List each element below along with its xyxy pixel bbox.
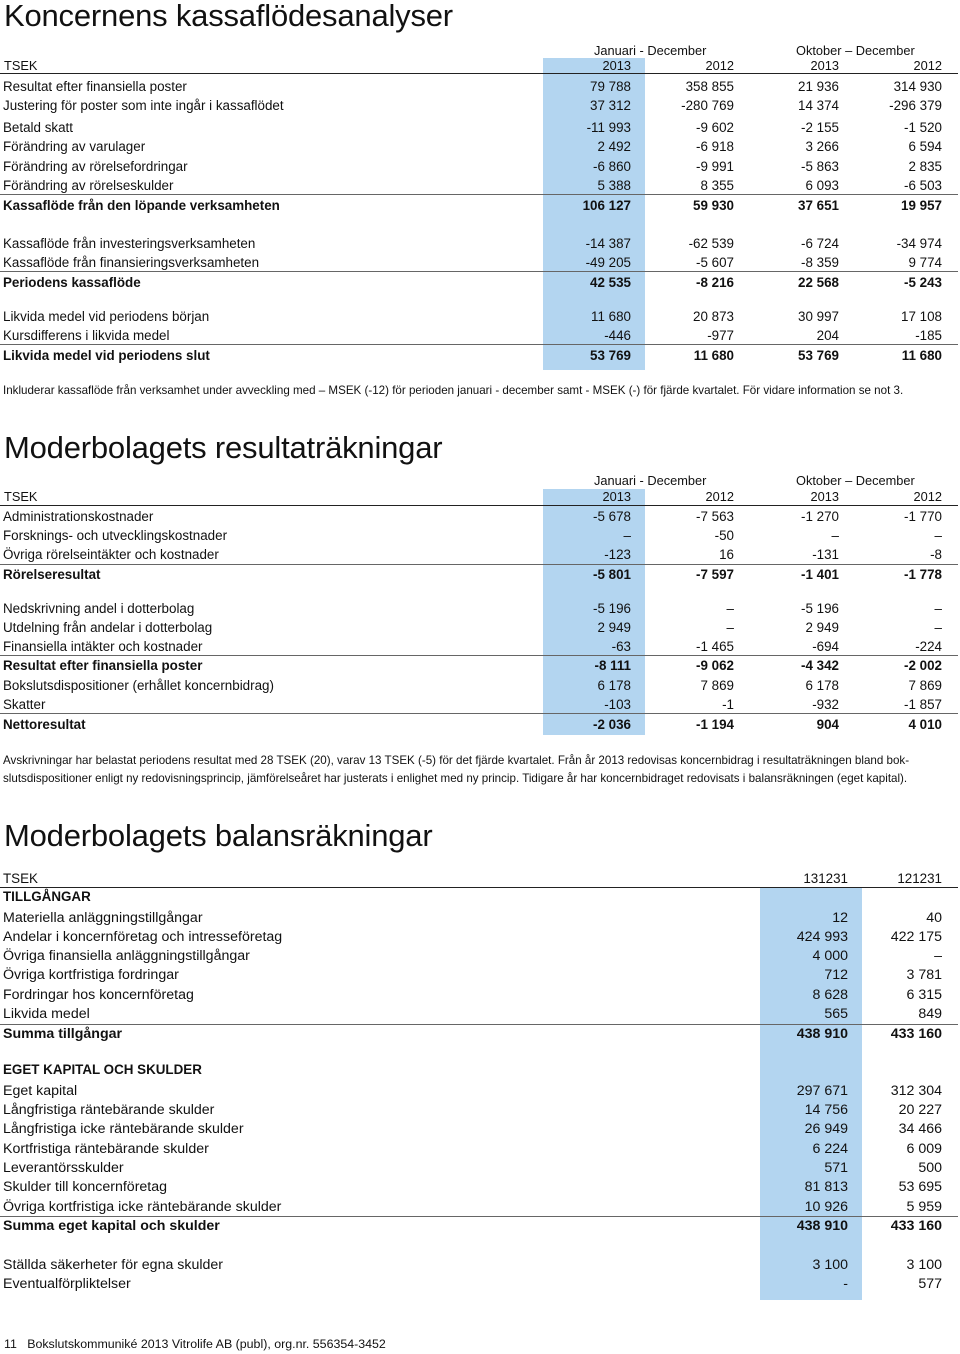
row-value: -1 770 <box>904 509 942 524</box>
table-row <box>0 77 960 96</box>
row-label: Rörelseresultat <box>3 567 101 582</box>
row-value: -34 974 <box>896 236 942 251</box>
table-row <box>0 1275 960 1294</box>
row-value: 904 <box>816 717 839 732</box>
row-label: Fordringar hos koncernföretag <box>3 987 194 1003</box>
income-year: 2012 <box>705 489 734 504</box>
row-label: Förändring av varulager <box>3 139 146 154</box>
table-row <box>0 909 960 928</box>
table-row <box>0 526 960 545</box>
row-label: Kortfristiga räntebärande skulder <box>3 1141 209 1157</box>
table-row <box>0 1025 960 1044</box>
row-value: 565 <box>824 1006 848 1022</box>
row-value: -131 <box>812 547 839 562</box>
balance-col-date: 131231 <box>803 871 848 886</box>
table-row <box>0 676 960 695</box>
row-value: – <box>623 528 631 543</box>
row-value: – <box>934 948 942 964</box>
balance-unit: TSEK <box>3 871 38 886</box>
balance-title: Moderbolagets balansräkningar <box>4 818 433 853</box>
row-value: -63 <box>611 639 631 654</box>
table-row <box>0 1178 960 1197</box>
row-value: 4 010 <box>908 717 942 732</box>
row-label: Eget kapital <box>3 1083 78 1099</box>
row-label: Kassaflöde från finansieringsverksamheten <box>3 255 260 270</box>
row-value: -8 359 <box>801 255 839 270</box>
table-row <box>0 986 960 1005</box>
row-value: -5 243 <box>904 275 942 290</box>
table-row <box>0 137 960 156</box>
table-row <box>0 1082 960 1101</box>
table-row <box>0 1217 960 1236</box>
row-value: -6 724 <box>801 236 839 251</box>
table-row <box>0 618 960 637</box>
row-value: 37 312 <box>590 98 631 113</box>
row-value: -11 993 <box>586 120 631 135</box>
row-value: -694 <box>812 639 839 654</box>
cashflow-period2: Oktober – December <box>796 43 915 58</box>
row-value: 2 492 <box>597 139 631 154</box>
row-value: 433 160 <box>890 1218 942 1234</box>
table-row <box>0 273 960 292</box>
row-value: 21 936 <box>798 79 839 94</box>
income-year: 2013 <box>602 489 631 504</box>
row-value: 6 315 <box>906 987 942 1003</box>
row-value: 22 568 <box>798 275 839 290</box>
row-label: Andelar i koncernföretag och intresseföretag <box>3 929 283 945</box>
row-label: Likvida medel vid periodens början <box>3 309 210 324</box>
row-value: 6 594 <box>908 139 942 154</box>
table-row <box>0 545 960 564</box>
row-label: Justering för poster som inte ingår i kassaflödet <box>3 98 284 113</box>
cashflow-unit: TSEK <box>4 58 38 73</box>
divider <box>0 194 958 195</box>
row-value: 6 224 <box>812 1141 848 1157</box>
row-value: 8 628 <box>812 987 848 1003</box>
row-value: 42 535 <box>590 275 631 290</box>
row-value: -62 539 <box>688 236 734 251</box>
divider <box>0 564 958 565</box>
row-value: 20 227 <box>898 1102 942 1118</box>
row-value: 571 <box>824 1160 848 1176</box>
row-value: -8 216 <box>696 275 734 290</box>
row-value: 10 926 <box>804 1199 848 1215</box>
row-label: Summa eget kapital och skulder <box>3 1218 220 1234</box>
row-value: 5 959 <box>906 1199 942 1215</box>
row-value: 204 <box>816 328 839 343</box>
row-value: 3 781 <box>906 967 942 983</box>
row-value: 14 374 <box>798 98 839 113</box>
row-value: -2 036 <box>593 717 631 732</box>
cashflow-period1: Januari - December <box>594 43 707 58</box>
income-note-line2: slutsdispositioner enligt ny redovisningsprincip, jämförelseåret har justerats i enlighet med ny princip. Tidigare år har koncernbidraget redovisats i balansräkningen (eget kapital). <box>3 772 908 785</box>
row-value: 53 769 <box>798 348 839 363</box>
row-value: -7 563 <box>696 509 734 524</box>
table-row <box>0 326 960 345</box>
row-value: -5 196 <box>593 601 631 616</box>
row-value: 19 957 <box>901 198 942 213</box>
row-value: 59 930 <box>693 198 734 213</box>
row-value: 2 949 <box>805 620 839 635</box>
row-value: -5 678 <box>593 509 631 524</box>
table-row <box>0 507 960 526</box>
cashflow-title: Koncernens kassaflödesanalyser <box>4 0 453 33</box>
table-row <box>0 947 960 966</box>
table-row <box>0 1005 960 1024</box>
row-label: Nettoresultat <box>3 717 86 732</box>
row-value: -1 520 <box>904 120 942 135</box>
row-label: Skatter <box>3 697 46 712</box>
row-value: 11 680 <box>693 348 734 363</box>
row-value: 79 788 <box>590 79 631 94</box>
row-label: Övriga finansiella anläggningstillgångar <box>3 948 250 964</box>
table-row <box>0 118 960 137</box>
row-value: -1 270 <box>801 509 839 524</box>
row-value: 314 930 <box>893 79 942 94</box>
income-unit: TSEK <box>4 489 38 504</box>
row-value: – <box>726 620 734 635</box>
cashflow-year: 2013 <box>602 58 631 73</box>
liabilities-heading: EGET KAPITAL OCH SKULDER <box>3 1062 202 1077</box>
row-label: Likvida medel <box>3 1006 90 1022</box>
row-value: -224 <box>915 639 942 654</box>
divider <box>0 344 958 345</box>
table-row <box>0 1198 960 1217</box>
row-value: -296 379 <box>889 98 942 113</box>
row-value: – <box>934 601 942 616</box>
table-row <box>0 656 960 675</box>
row-value: – <box>831 528 839 543</box>
row-value: 358 855 <box>685 79 734 94</box>
row-value: -50 <box>714 528 734 543</box>
row-value: 40 <box>926 910 942 926</box>
cashflow-year: 2012 <box>705 58 734 73</box>
row-value: -103 <box>604 697 631 712</box>
row-label: Kassaflöde från den löpande verksamheten <box>3 198 280 213</box>
row-value: 11 680 <box>591 309 631 324</box>
row-value: 16 <box>719 547 734 562</box>
row-value: -1 194 <box>696 717 734 732</box>
divider <box>0 73 958 74</box>
row-label: Forsknings- och utvecklingskostnader <box>3 528 228 543</box>
row-value: -8 111 <box>594 658 631 673</box>
row-value: 712 <box>824 967 848 983</box>
row-label: Ställda säkerheter för egna skulder <box>3 1257 224 1273</box>
row-value: 17 108 <box>901 309 942 324</box>
row-value: -5 607 <box>696 255 734 270</box>
row-value: 14 756 <box>804 1102 848 1118</box>
row-value: 20 873 <box>693 309 734 324</box>
divider <box>0 1216 958 1217</box>
table-row <box>0 565 960 584</box>
divider <box>0 887 958 888</box>
table-row <box>0 1256 960 1275</box>
assets-heading: TILLGÅNGAR <box>3 889 91 904</box>
row-value: 37 651 <box>798 198 839 213</box>
table-row <box>0 637 960 656</box>
row-value: -1 778 <box>904 567 942 582</box>
income-title: Moderbolagets resultaträkningar <box>4 430 443 465</box>
row-label: Övriga kortfristiga icke räntebärande skulder <box>3 1199 282 1215</box>
row-value: 3 266 <box>805 139 839 154</box>
table-row <box>0 1120 960 1139</box>
row-value: 424 993 <box>796 929 848 945</box>
row-value: 34 466 <box>898 1121 942 1137</box>
row-label: Nedskrivning andel i dotterbolag <box>3 601 195 616</box>
row-value: – <box>934 620 942 635</box>
row-label: Administrationskostnader <box>3 509 154 524</box>
row-value: -49 205 <box>585 255 631 270</box>
divider <box>0 655 958 656</box>
row-label: Betald skatt <box>3 120 73 135</box>
footer-text: Bokslutskommuniké 2013 Vitrolife AB (publ), org.nr. 556354-3452 <box>27 1337 386 1351</box>
balance-col-date: 121231 <box>897 871 942 886</box>
row-value: 577 <box>918 1276 942 1292</box>
row-value: -7 597 <box>696 567 734 582</box>
row-value: 6 009 <box>906 1141 942 1157</box>
row-value: 6 178 <box>805 678 839 693</box>
table-row <box>0 1140 960 1159</box>
table-row <box>0 176 960 195</box>
row-label: Långfristiga räntebärande skulder <box>3 1102 215 1118</box>
divider <box>0 271 958 272</box>
row-value: 6 178 <box>597 678 631 693</box>
row-value: 433 160 <box>890 1026 942 1042</box>
row-value: -9 062 <box>696 658 734 673</box>
row-value: 2 949 <box>597 620 631 635</box>
row-value: -6 503 <box>904 178 942 193</box>
row-value: 9 774 <box>908 255 942 270</box>
row-value: 11 680 <box>901 348 942 363</box>
row-value: 53 769 <box>590 348 631 363</box>
row-label: Eventualförpliktelser <box>3 1276 131 1292</box>
row-value: 30 997 <box>798 309 839 324</box>
row-label: Periodens kassaflöde <box>3 275 141 290</box>
row-label: Resultat efter finansiella poster <box>3 658 203 673</box>
table-row <box>0 307 960 326</box>
row-label: Förändring av rörelseskulder <box>3 178 174 193</box>
row-value: -6 918 <box>696 139 734 154</box>
table-row <box>0 1159 960 1178</box>
row-value: 26 949 <box>804 1121 848 1137</box>
row-value: 8 355 <box>700 178 734 193</box>
row-value: -1 465 <box>696 639 734 654</box>
income-year: 2013 <box>810 489 839 504</box>
income-year: 2012 <box>913 489 942 504</box>
row-value: -280 769 <box>681 98 734 113</box>
row-value: -2 155 <box>801 120 839 135</box>
row-value: – <box>726 601 734 616</box>
row-value: -5 863 <box>801 159 839 174</box>
row-value: 106 127 <box>582 198 631 213</box>
row-value: -14 387 <box>585 236 631 251</box>
row-value: 3 100 <box>906 1257 942 1273</box>
row-label: Skulder till koncernföretag <box>3 1179 168 1195</box>
row-label: Summa tillgångar <box>3 1026 123 1042</box>
row-value: -6 860 <box>593 159 631 174</box>
income-note-line1: Avskrivningar har belastat periodens resultat med 28 TSEK (20), varav 13 TSEK (-5) för det fjärde kvartalet. Från år 2013 redovisas koncernbidrag i resultaträkningen bland bok- <box>3 754 910 767</box>
row-value: 12 <box>832 910 848 926</box>
row-label: Kursdifferens i likvida medel <box>3 328 170 343</box>
row-value: -123 <box>604 547 631 562</box>
row-value: -1 401 <box>801 567 839 582</box>
table-row <box>0 928 960 947</box>
cashflow-year: 2012 <box>913 58 942 73</box>
row-value: -185 <box>915 328 942 343</box>
row-value: 422 175 <box>890 929 942 945</box>
table-row <box>0 715 960 734</box>
income-period1: Januari - December <box>594 473 707 488</box>
row-value: 7 869 <box>700 678 734 693</box>
divider <box>0 505 958 506</box>
divider <box>0 1024 958 1025</box>
row-label: Övriga rörelseintäkter och kostnader <box>3 547 219 562</box>
row-value: 7 869 <box>908 678 942 693</box>
row-value: 849 <box>918 1006 942 1022</box>
row-value: 5 388 <box>597 178 631 193</box>
row-label: Övriga kortfristiga fordringar <box>3 967 179 983</box>
row-value: 81 813 <box>804 1179 848 1195</box>
table-row <box>0 346 960 365</box>
row-value: -1 <box>722 697 734 712</box>
row-value: -1 857 <box>904 697 942 712</box>
row-value: 2 835 <box>908 159 942 174</box>
table-row <box>0 599 960 618</box>
row-label: Förändring av rörelsefordringar <box>3 159 188 174</box>
divider <box>0 713 958 714</box>
row-label: Utdelning från andelar i dotterbolag <box>3 620 213 635</box>
row-value: 438 910 <box>796 1026 848 1042</box>
row-value: -932 <box>812 697 839 712</box>
row-value: 312 304 <box>890 1083 942 1099</box>
row-value: 6 093 <box>805 178 839 193</box>
row-value: -4 342 <box>801 658 839 673</box>
row-value: -2 002 <box>904 658 942 673</box>
row-value: -5 196 <box>801 601 839 616</box>
row-label: Resultat efter finansiella poster <box>3 79 187 94</box>
row-value: -977 <box>707 328 734 343</box>
row-label: Långfristiga icke räntebärande skulder <box>3 1121 244 1137</box>
cashflow-year: 2013 <box>810 58 839 73</box>
row-value: -8 <box>930 547 942 562</box>
row-value: 500 <box>918 1160 942 1176</box>
table-row <box>0 695 960 714</box>
row-value: 438 910 <box>796 1218 848 1234</box>
table-row <box>0 96 960 115</box>
table-row <box>0 157 960 176</box>
table-row <box>0 966 960 985</box>
row-value: -9 602 <box>696 120 734 135</box>
cashflow-note: Inkluderar kassaflöde från verksamhet under avveckling med – MSEK (-12) för perioden januari - december samt - MSEK (-) för fjärde kvartalet. För vidare information se not 3. <box>3 384 904 397</box>
table-row <box>0 196 960 215</box>
row-value: – <box>934 528 942 543</box>
row-value: 297 671 <box>796 1083 848 1099</box>
row-value: 4 000 <box>812 948 848 964</box>
row-label: Likvida medel vid periodens slut <box>3 348 210 363</box>
row-label: Materiella anläggningstillgångar <box>3 910 203 926</box>
row-value: 53 695 <box>898 1179 942 1195</box>
row-label: Kassaflöde från investeringsverksamheten <box>3 236 256 251</box>
row-value: 3 100 <box>812 1257 848 1273</box>
row-value: -446 <box>604 328 631 343</box>
row-value: -5 801 <box>593 567 631 582</box>
row-label: Bokslutsdispositioner (erhållet koncernbidrag) <box>3 678 274 693</box>
row-value: - <box>843 1276 848 1292</box>
table-row <box>0 253 960 272</box>
row-label: Leverantörsskulder <box>3 1160 124 1176</box>
income-period2: Oktober – December <box>796 473 915 488</box>
table-row <box>0 1101 960 1120</box>
table-row <box>0 234 960 253</box>
row-label: Finansiella intäkter och kostnader <box>3 639 203 654</box>
row-value: -9 991 <box>696 159 734 174</box>
page-number: 11 <box>4 1337 17 1351</box>
page-footer <box>4 1337 386 1351</box>
